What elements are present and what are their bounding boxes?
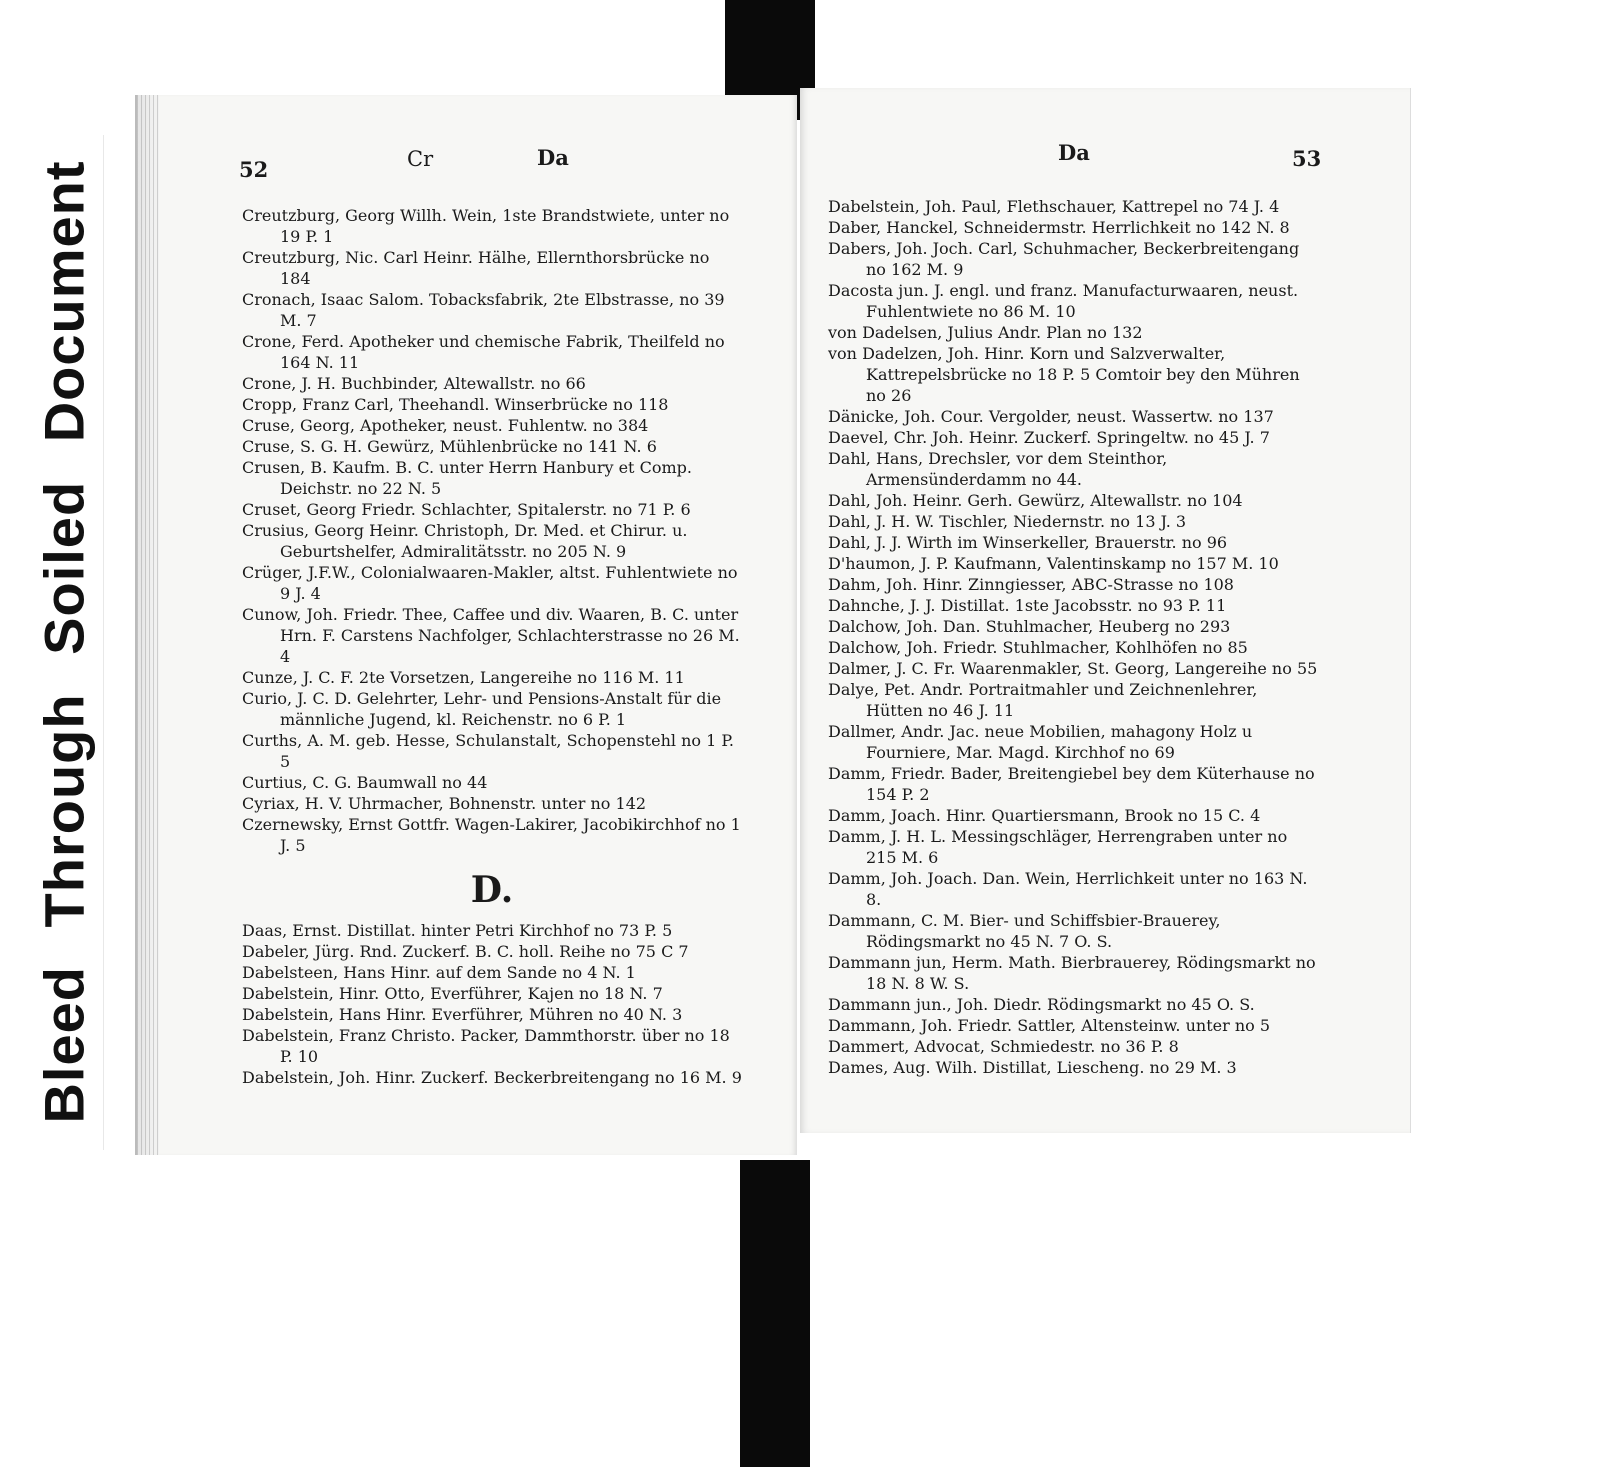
directory-entry: Dahl, J. J. Wirth im Winserkeller, Brauerstr. no 96 bbox=[828, 533, 1228, 552]
directory-entry: Crüger, J.F.W., Colonialwaaren-Makler, altst. Fuhlentwiete no 9 J. 4 bbox=[242, 563, 738, 603]
directory-entry: Creutzburg, Nic. Carl Heinr. Hälhe, Ellernthorsbrücke no 184 bbox=[242, 248, 710, 288]
directory-entry: Crusen, B. Kaufm. B. C. unter Herrn Hanbury et Comp. Deichstr. no 22 N. 5 bbox=[242, 458, 692, 498]
directory-entry: Cruse, S. G. H. Gewürz, Mühlenbrücke no 141 N. 6 bbox=[242, 437, 657, 456]
section-letter: D. bbox=[470, 869, 514, 911]
directory-entries bbox=[828, 196, 1318, 1078]
running-head: Da bbox=[1058, 140, 1090, 165]
directory-entry: Dammann jun., Joh. Diedr. Rödingsmarkt no 45 O. S. bbox=[828, 995, 1255, 1014]
directory-entry: Curtius, C. G. Baumwall no 44 bbox=[242, 773, 488, 792]
directory-entry: Dalye, Pet. Andr. Portraitmahler und Zeichnenlehrer, Hütten no 46 J. 11 bbox=[828, 680, 1258, 720]
running-head: Da bbox=[537, 145, 569, 170]
directory-entry: Dammert, Advocat, Schmiedestr. no 36 P. 8 bbox=[828, 1037, 1179, 1056]
directory-entry: Damm, J. H. L. Messingschläger, Herrengraben unter no 215 M. 6 bbox=[828, 827, 1288, 867]
directory-entry: Dallmer, Andr. Jac. neue Mobilien, mahagony Holz u Fourniere, Mar. Magd. Kirchhof no 69 bbox=[828, 722, 1253, 762]
directory-entry: D'haumon, J. P. Kaufmann, Valentinskamp no 157 M. 10 bbox=[828, 554, 1279, 573]
page-number: 52 bbox=[239, 157, 269, 182]
side-label-panel bbox=[25, 135, 104, 1150]
directory-entry: Czernewsky, Ernst Gottfr. Wagen-Lakirer, Jacobikirchhof no 1 J. 5 bbox=[242, 815, 741, 855]
directory-entry: Crusius, Georg Heinr. Christoph, Dr. Med. et Chirur. u. Geburtshelfer, Admiralitätsstr. no 205 N. 9 bbox=[242, 521, 688, 561]
directory-entry: Cunze, J. C. F. 2te Vorsetzen, Langereihe no 116 M. 11 bbox=[242, 668, 685, 687]
directory-entry: Dabelstein, Franz Christo. Packer, Dammthorstr. über no 18 P. 10 bbox=[242, 1026, 730, 1066]
directory-entry: Cruset, Georg Friedr. Schlachter, Spitalerstr. no 71 P. 6 bbox=[242, 500, 691, 519]
directory-entry: Cyriax, H. V. Uhrmacher, Bohnenstr. unter no 142 bbox=[242, 794, 647, 813]
directory-entry: Cropp, Franz Carl, Theehandl. Winserbrücke no 118 bbox=[242, 395, 669, 414]
directory-entry: Dabelsteen, Hans Hinr. auf dem Sande no 4 N. 1 bbox=[242, 963, 636, 982]
directory-entry: Dahl, J. H. W. Tischler, Niedernstr. no 13 J. 3 bbox=[828, 512, 1187, 531]
directory-entry: Crone, Ferd. Apotheker und chemische Fabrik, Theilfeld no 164 N. 11 bbox=[242, 332, 725, 372]
directory-entry: Crone, J. H. Buchbinder, Altewallstr. no 66 bbox=[242, 374, 586, 393]
directory-entry: Dahl, Hans, Drechsler, vor dem Steinthor, Armensünderdamm no 44. bbox=[828, 449, 1168, 489]
left-page bbox=[135, 95, 797, 1155]
directory-entry: Daber, Hanckel, Schneidermstr. Herrlichkeit no 142 N. 8 bbox=[828, 218, 1290, 237]
directory-entry: Curths, A. M. geb. Hesse, Schulanstalt, Schopenstehl no 1 P. 5 bbox=[242, 731, 734, 771]
directory-entry: Dahl, Joh. Heinr. Gerh. Gewürz, Altewallstr. no 104 bbox=[828, 491, 1243, 510]
running-head: Cr bbox=[407, 147, 434, 171]
directory-entry: Creutzburg, Georg Willh. Wein, 1ste Brandstwiete, unter no 19 P. 1 bbox=[242, 206, 730, 246]
directory-entry: Daevel, Chr. Joh. Heinr. Zuckerf. Springeltw. no 45 J. 7 bbox=[828, 428, 1270, 447]
directory-entry: Dalchow, Joh. Dan. Stuhlmacher, Heuberg no 293 bbox=[828, 617, 1231, 636]
page-edge bbox=[137, 95, 159, 1155]
directory-entries bbox=[242, 205, 742, 1088]
directory-entry: von Dadelsen, Julius Andr. Plan no 132 bbox=[828, 323, 1143, 342]
directory-entry: Dabeler, Jürg. Rnd. Zuckerf. B. C. holl. Reihe no 75 C 7 bbox=[242, 942, 689, 961]
directory-entry: Dahnche, J. J. Distillat. 1ste Jacobsstr. no 93 P. 11 bbox=[828, 596, 1227, 615]
directory-entry: Damm, Joh. Joach. Dan. Wein, Herrlichkeit unter no 163 N. 8. bbox=[828, 869, 1308, 909]
directory-entry: Dacosta jun. J. engl. und franz. Manufacturwaaren, neust. Fuhlentwiete no 86 M. 10 bbox=[828, 281, 1299, 321]
directory-entry: Dammann, Joh. Friedr. Sattler, Altensteinw. unter no 5 bbox=[828, 1016, 1271, 1035]
directory-entry: Dahm, Joh. Hinr. Zinngiesser, ABC-Strasse no 108 bbox=[828, 575, 1234, 594]
directory-entry: Dammann, C. M. Bier- und Schiffsbier-Brauerey, Rödingsmarkt no 45 N. 7 O. S. bbox=[828, 911, 1221, 951]
directory-entry: Dabers, Joh. Joch. Carl, Schuhmacher, Beckerbreitengang no 162 M. 9 bbox=[828, 239, 1300, 279]
entries-section-d bbox=[242, 920, 742, 1088]
directory-entry: Cunow, Joh. Friedr. Thee, Caffee und div. Waaren, B. C. unter Hrn. F. Carstens Nachfolger, Schlachterstrasse no 26 M. 4 bbox=[242, 605, 740, 666]
directory-entry: Damm, Friedr. Bader, Breitengiebel bey dem Küterhause no 154 P. 2 bbox=[828, 764, 1315, 804]
directory-entry: Dabelstein, Hans Hinr. Everführer, Mühren no 40 N. 3 bbox=[242, 1005, 683, 1024]
directory-entry: Dabelstein, Hinr. Otto, Everführer, Kajen no 18 N. 7 bbox=[242, 984, 663, 1003]
directory-entry: Dalchow, Joh. Friedr. Stuhlmacher, Kohlhöfen no 85 bbox=[828, 638, 1248, 657]
book-spine-bottom bbox=[740, 1160, 810, 1467]
side-label: Bleed Through Soiled Document bbox=[32, 160, 96, 1124]
directory-entry: Cruse, Georg, Apotheker, neust. Fuhlentw. no 384 bbox=[242, 416, 649, 435]
directory-entry: Damm, Joach. Hinr. Quartiersmann, Brook no 15 C. 4 bbox=[828, 806, 1261, 825]
page-number: 53 bbox=[1292, 146, 1322, 171]
directory-entry: von Dadelzen, Joh. Hinr. Korn und Salzverwalter, Kattrepelsbrücke no 18 P. 5 Comtoir bey den Mühren no 26 bbox=[828, 344, 1300, 405]
directory-entry: Dames, Aug. Wilh. Distillat, Liescheng. no 29 M. 3 bbox=[828, 1058, 1237, 1077]
directory-entry: Dabelstein, Joh. Paul, Flethschauer, Kattrepel no 74 J. 4 bbox=[828, 197, 1280, 216]
directory-entry: Daas, Ernst. Distillat. hinter Petri Kirchhof no 73 P. 5 bbox=[242, 921, 673, 940]
directory-entry: Curio, J. C. D. Gelehrter, Lehr- und Pensions-Anstalt für die männliche Jugend, kl. Reichenstr. no 6 P. 1 bbox=[242, 689, 722, 729]
directory-entry: Cronach, Isaac Salom. Tobacksfabrik, 2te Elbstrasse, no 39 M. 7 bbox=[242, 290, 725, 330]
directory-entry: Dammann jun, Herm. Math. Bierbrauerey, Rödingsmarkt no 18 N. 8 W. S. bbox=[828, 953, 1316, 993]
right-page bbox=[800, 88, 1411, 1133]
directory-entry: Dänicke, Joh. Cour. Vergolder, neust. Wassertw. no 137 bbox=[828, 407, 1274, 426]
directory-entry: Dalmer, J. C. Fr. Waarenmakler, St. Georg, Langereihe no 55 bbox=[828, 659, 1318, 678]
entries-section-c bbox=[242, 205, 742, 856]
directory-entry: Dabelstein, Joh. Hinr. Zuckerf. Beckerbreitengang no 16 M. 9 bbox=[242, 1068, 742, 1087]
